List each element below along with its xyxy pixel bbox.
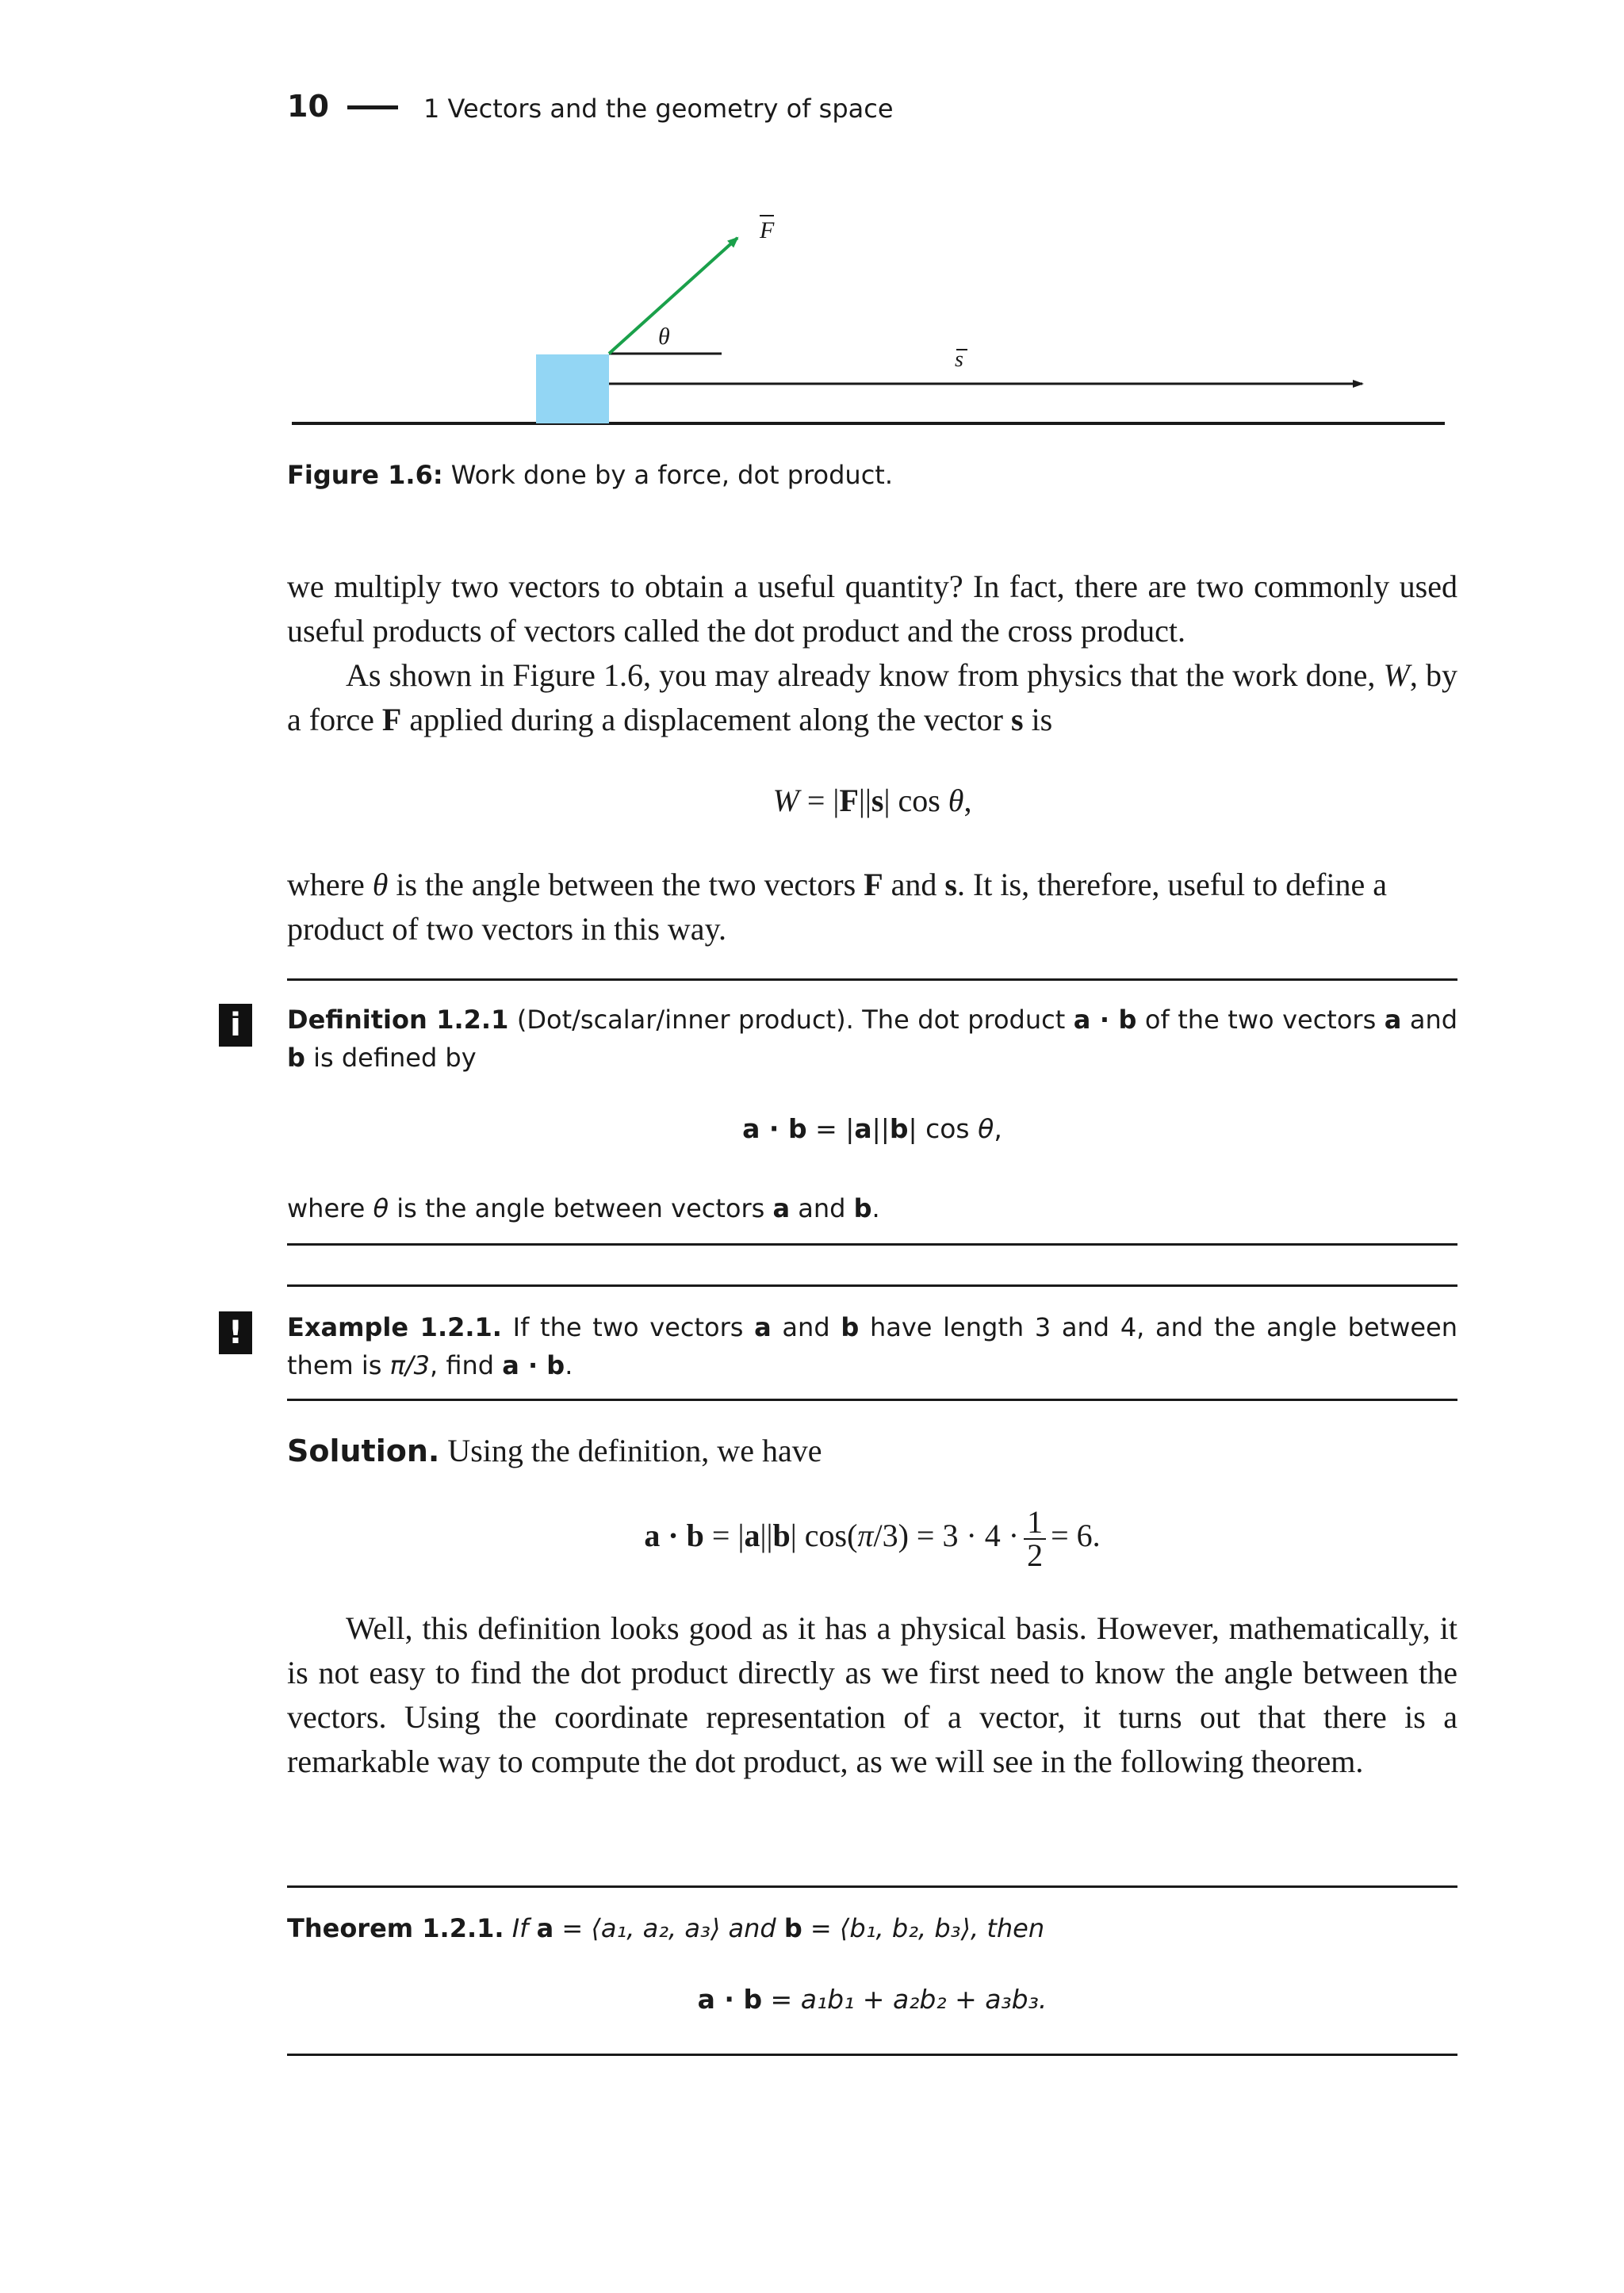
theorem-b: b (783, 1913, 802, 1943)
example-ab: a · b (502, 1350, 565, 1380)
definition-and: and (1401, 1005, 1458, 1035)
eq-work-cos: | cos (883, 783, 948, 818)
def-where-and: and (790, 1193, 854, 1223)
paragraph-2 (287, 653, 1457, 742)
def-eq-end: , (994, 1113, 1002, 1144)
definition-text-b: of the two vectors (1136, 1005, 1385, 1035)
sol-eq-mid: = | (703, 1518, 745, 1554)
fraction-numerator: 1 (1024, 1506, 1046, 1540)
paragraph-2-text-b: , by a force (287, 657, 1457, 737)
paragraph-2-text-a: As shown in Figure 1.6, you may already know from physics that the work done, (346, 657, 1384, 693)
figure-caption-label: Figure 1.6: (287, 460, 443, 490)
force-vector-F (609, 238, 737, 354)
figure-caption (287, 460, 893, 490)
definition-a: a (1384, 1005, 1402, 1035)
def-eq-cos: | cos (908, 1113, 979, 1144)
definition-equation (287, 1113, 1457, 1144)
def-where-theta: θ (373, 1193, 389, 1223)
definition-top-rule (287, 978, 1457, 981)
def-eq-bars: || (871, 1113, 890, 1144)
label-theta: θ (658, 323, 670, 350)
def-where-a: where (287, 1193, 373, 1223)
sol-eq-ab: a · b (644, 1518, 704, 1554)
sol-eq-rest-b: /3) = 3 · 4 · (873, 1518, 1020, 1554)
example-text-b: have length 3 and 4, and the angle between them is (287, 1312, 1458, 1380)
fraction-denominator: 2 (1027, 1537, 1044, 1573)
paragraph-3-text-c: and (883, 867, 945, 902)
sol-eq-rest-a: | cos( (790, 1518, 858, 1554)
def-eq-b: b (889, 1113, 909, 1144)
def-eq-mid: = | (806, 1113, 855, 1144)
example-bottom-rule (287, 1399, 1457, 1401)
definition-bottom-rule (287, 1243, 1457, 1246)
theorem-top-rule (287, 1885, 1457, 1888)
definition-where (287, 1189, 1457, 1227)
eq-work-end: , (963, 783, 972, 818)
example-a: a (754, 1312, 772, 1342)
vector-s-2: s (944, 867, 957, 902)
example-text (287, 1308, 1457, 1384)
def-where-va: a (772, 1193, 791, 1223)
def-eq-ab: a · b (742, 1113, 807, 1144)
example-end: . (565, 1350, 573, 1380)
solution-text: Using the definition, we have (439, 1433, 822, 1468)
theorem-text (287, 1909, 1457, 1947)
definition-text-a: The dot product (853, 1005, 1074, 1035)
paragraph-1: we multiply two vectors to obtain a useful quantity? In fact, there are two commonly used useful products of vectors called the dot product and the cross product. (287, 568, 1457, 649)
def-eq-a: a (854, 1113, 872, 1144)
sol-eq-end: = 6. (1051, 1518, 1101, 1554)
def-where-b: is the angle between vectors (389, 1193, 773, 1223)
definition-text (287, 1001, 1457, 1077)
theorem-res-ab: a · b (697, 1984, 763, 2015)
def-where-vb: b (853, 1193, 872, 1223)
equation-work (287, 782, 1457, 819)
theorem-bottom-rule (287, 2054, 1457, 2056)
example-label: Example 1.2.1. (287, 1312, 502, 1342)
sol-eq-bars: || (760, 1518, 773, 1554)
definition-text-c: is defined by (304, 1043, 477, 1073)
paragraph-4: Well, this definition looks good as it has a physical basis. However, mathematically, it is not easy to find the dot product directly as we first need to know the angle between the vectors. Using the coordinate representation of a vector, it turns out that there is a remarkable way to compute the dot product, as we will see in the following theorem. (287, 1610, 1457, 1779)
definition-name: (Dot/scalar/inner product). (508, 1005, 854, 1035)
sol-eq-a: a (744, 1518, 760, 1554)
theorem-a: a (536, 1913, 554, 1943)
theorem-eq1: = ⟨a₁, a₂, a₃⟩ and (553, 1913, 784, 1943)
def-where-end: . (871, 1193, 880, 1223)
paragraph-2-text-c: applied during a displacement along the vector (401, 702, 1011, 737)
running-title: 1 Vectors and the geometry of space (423, 94, 894, 124)
eq-theta: θ (948, 783, 964, 818)
example-top-rule (287, 1284, 1457, 1287)
sol-eq-pi: π (857, 1518, 874, 1554)
fraction-one-half (1024, 1506, 1046, 1571)
eq-W: W (772, 783, 799, 818)
work-figure (0, 0, 1624, 444)
example-pi3: π/3 (389, 1350, 430, 1380)
paragraph-3-text-d: . It is, therefore, useful to define a product of two vectors in this way. (287, 867, 1387, 947)
vector-s: s (1010, 702, 1024, 737)
theorem-if: If (504, 1913, 537, 1943)
vector-F: F (381, 702, 402, 737)
eq-work-eq: = | (799, 783, 840, 818)
var-theta: θ (372, 867, 389, 902)
definition-b: b (287, 1043, 305, 1073)
vector-F-2: F (864, 867, 883, 902)
theorem-eq2: = ⟨b₁, b₂, b₃⟩, then (802, 1913, 1045, 1943)
eq-s: s (871, 783, 884, 818)
label-F: F (760, 217, 775, 243)
eq-work-bars: || (858, 783, 871, 818)
paragraph-3 (287, 863, 1457, 951)
theorem-res-rest: = a₁b₁ + a₂b₂ + a₃b₃. (762, 1984, 1048, 2015)
theorem-equation (287, 1984, 1457, 2015)
theorem-label: Theorem 1.2.1. (287, 1913, 504, 1943)
paragraph-3-text-b: is the angle between the two vectors (388, 867, 864, 902)
info-icon: i (219, 1004, 252, 1047)
solution-intro (287, 1429, 1457, 1473)
example-b: b (841, 1312, 860, 1342)
warning-icon: ! (219, 1311, 252, 1354)
eq-F: F (839, 783, 859, 818)
paragraph-2-text-d: is (1023, 702, 1053, 737)
solution-equation (287, 1506, 1457, 1571)
definition-label: Definition 1.2.1 (287, 1005, 509, 1035)
block (536, 354, 609, 423)
figure-caption-text: Work done by a force, dot product. (442, 460, 894, 490)
paragraph-3-text-a: where (287, 867, 373, 902)
sol-eq-b: b (772, 1518, 791, 1554)
example-text-a: If the two vectors (501, 1312, 755, 1342)
definition-ab: a · b (1073, 1005, 1137, 1035)
page-number: 10 (287, 89, 329, 124)
example-and: and (771, 1312, 841, 1342)
example-text-c: , find (430, 1350, 503, 1380)
var-W: W (1383, 657, 1410, 693)
solution-label: Solution. (287, 1434, 440, 1468)
label-s: s (955, 347, 963, 372)
def-eq-theta: θ (978, 1113, 994, 1144)
